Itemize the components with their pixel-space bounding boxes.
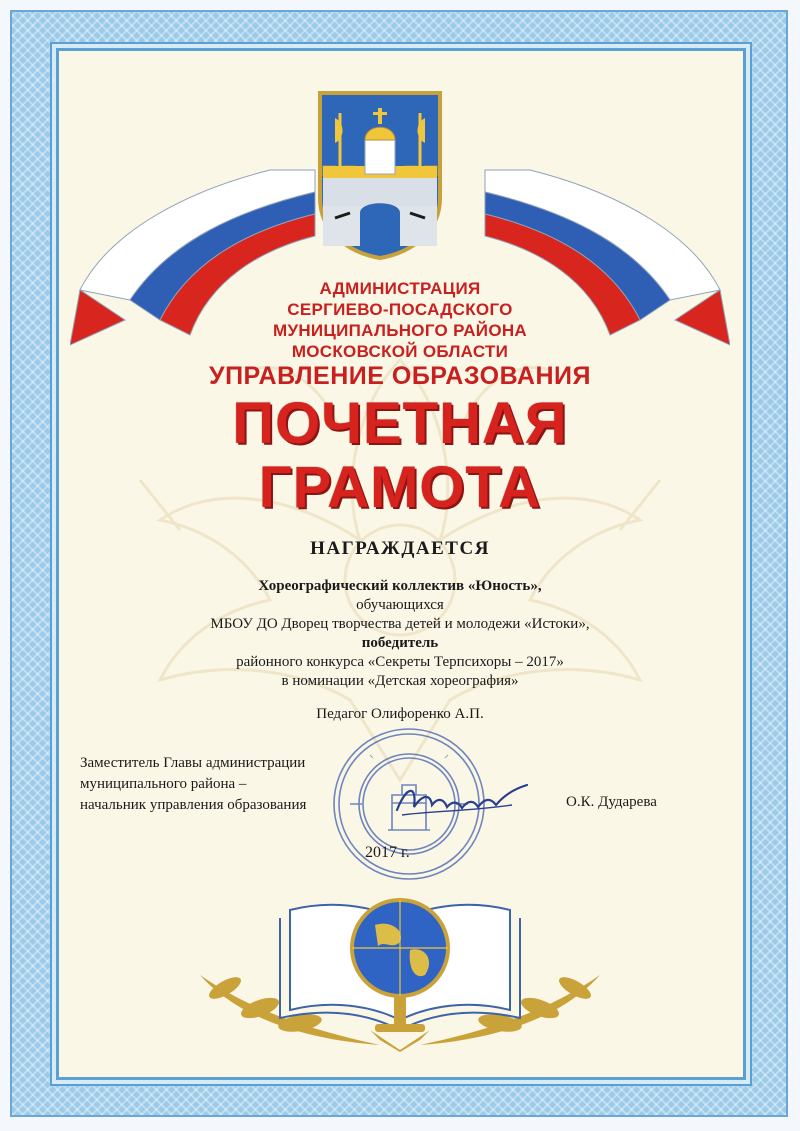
administration-block <box>0 278 800 362</box>
recipient-name: Хореографический коллектив «Юность», <box>258 578 542 594</box>
admin-line-4: МОСКОВСКОЙ ОБЛАСТИ <box>291 342 509 361</box>
signatory-line-2: муниципального района – <box>80 776 247 792</box>
recipient-contest: районного конкурса «Секреты Терпсихоры – 2017» <box>236 654 564 670</box>
signatory-name: О.К. Дударева <box>566 794 657 810</box>
department-name: УПРАВЛЕНИЕ ОБРАЗОВАНИЯ <box>209 362 591 390</box>
recipient-institution: МБОУ ДО Дворец творчества детей и молодежи «Истоки», <box>210 616 590 632</box>
handwritten-signature <box>392 775 532 825</box>
globe-book-laurel-icon <box>180 880 620 1060</box>
admin-line-2: СЕРГИЕВО-ПОСАДСКОГО <box>287 300 513 319</box>
title-line-1: ПОЧЕТНАЯ <box>232 391 568 456</box>
signatory-title <box>80 753 306 816</box>
signatory-line-1: Заместитель Главы администрации <box>80 755 306 771</box>
issue-year: 2017 г. <box>365 844 410 861</box>
admin-line-1: АДМИНИСТРАЦИЯ <box>319 279 481 298</box>
awarded-heading: НАГРАЖДАЕТСЯ <box>310 538 490 559</box>
recipient-students: обучающихся <box>356 597 444 613</box>
recipient-block <box>0 577 800 691</box>
teacher-line: Педагог Олифоренко А.П. <box>316 706 484 722</box>
title-line-2: ГРАМОТА <box>258 455 542 520</box>
recipient-nomination: в номинации «Детская хореография» <box>281 673 519 689</box>
admin-line-3: МУНИЦИПАЛЬНОГО РАЙОНА <box>273 321 527 340</box>
signatory-line-3: начальник управления образования <box>80 797 307 813</box>
recipient-winner: победитель <box>361 635 439 651</box>
certificate-title <box>0 392 800 520</box>
coat-of-arms-icon <box>315 88 445 260</box>
